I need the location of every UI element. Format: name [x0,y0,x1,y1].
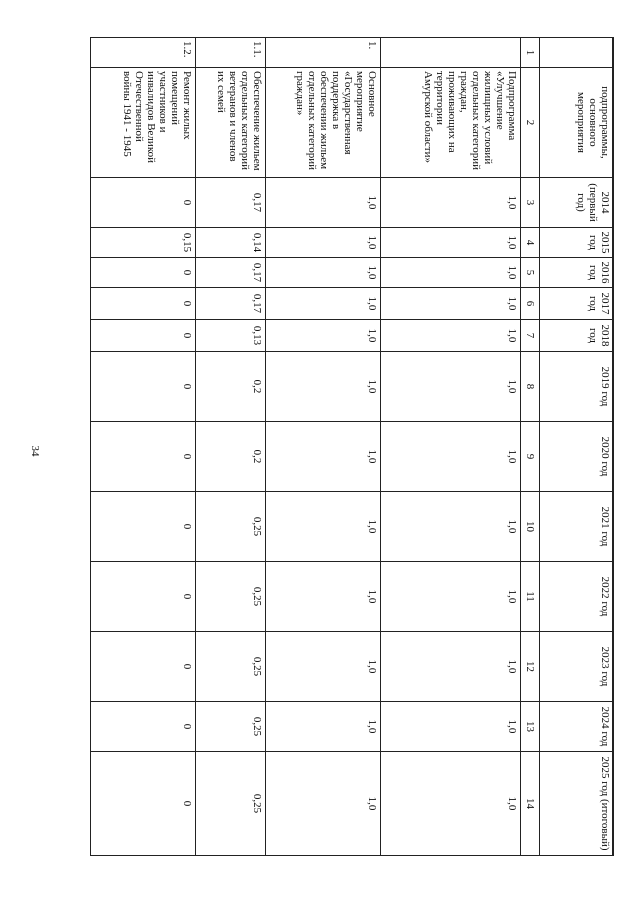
header-cell: 2015 год [540,228,614,258]
value-cell: 0 [91,492,196,562]
header-cell: 2019 год [540,352,614,422]
column-number: 6 [521,288,540,320]
header-cell: 2018 год [540,320,614,352]
header-cell: подпрограммы, основного мероприятия [540,68,614,178]
value-cell: 1,0 [266,752,381,856]
table-header-row [540,38,614,856]
table-row [266,38,381,856]
value-cell: 0,25 [196,562,266,632]
value-cell: 0 [91,352,196,422]
value-cell: 1,0 [381,178,521,228]
value-cell: 0,13 [196,320,266,352]
value-cell: 0 [91,178,196,228]
header-cell: 2017 год [540,288,614,320]
value-cell: 1,0 [381,258,521,288]
table-row [196,38,266,856]
column-number: 9 [521,422,540,492]
column-number: 3 [521,178,540,228]
value-cell: 0 [91,422,196,492]
value-cell: 1,0 [381,320,521,352]
header-cell: 2022 год [540,562,614,632]
header-cell: 2024 год [540,702,614,752]
column-number: 7 [521,320,540,352]
value-cell: 0,2 [196,352,266,422]
header-cell: 2014 (первый год) [540,178,614,228]
value-cell: 0,25 [196,492,266,562]
value-cell: 1,0 [381,228,521,258]
row-name: Основное мероприятие «Государственная поддержка в обеспечении жильем отдельных категорий граждан» [266,68,381,178]
header-cell: 2021 год [540,492,614,562]
row-number: 1.1. [196,38,266,68]
table-edge-line [612,37,614,855]
indicator-table [90,37,614,856]
column-number: 12 [521,632,540,702]
value-cell: 1,0 [266,178,381,228]
header-cell: 2020 год [540,422,614,492]
value-cell: 1,0 [266,228,381,258]
value-cell: 1,0 [381,288,521,320]
column-number: 1 [521,38,540,68]
column-number: 2 [521,68,540,178]
value-cell: 0,25 [196,752,266,856]
value-cell: 0 [91,288,196,320]
value-cell: 0 [91,752,196,856]
value-cell: 1,0 [381,352,521,422]
column-number: 11 [521,562,540,632]
value-cell: 1,0 [381,632,521,702]
value-cell: 0,17 [196,178,266,228]
indicator-table-container [90,37,614,855]
page-number: 34 [29,445,41,457]
value-cell: 1,0 [266,422,381,492]
value-cell: 0,17 [196,288,266,320]
value-cell: 0,25 [196,702,266,752]
value-cell: 1,0 [266,632,381,702]
header-cell: 2023 год [540,632,614,702]
value-cell: 1,0 [381,702,521,752]
value-cell: 0,2 [196,422,266,492]
row-number: 1.2. [91,38,196,68]
value-cell: 1,0 [266,562,381,632]
value-cell: 1,0 [381,562,521,632]
value-cell: 0 [91,632,196,702]
value-cell: 1,0 [266,258,381,288]
value-cell: 1,0 [266,492,381,562]
value-cell: 0,17 [196,258,266,288]
value-cell: 1,0 [266,288,381,320]
value-cell: 0 [91,258,196,288]
header-cell: 2025 год (итоговый) [540,752,614,856]
header-cell [540,38,614,68]
column-number: 13 [521,702,540,752]
column-number: 4 [521,228,540,258]
row-name: Обеспечение жильем отдельных категорий ветеранов и членов их семей [196,68,266,178]
value-cell: 0,25 [196,632,266,702]
value-cell: 1,0 [381,422,521,492]
column-number: 10 [521,492,540,562]
value-cell: 1,0 [266,702,381,752]
value-cell: 1,0 [266,352,381,422]
table-row [91,38,196,856]
value-cell: 0,15 [91,228,196,258]
value-cell: 0 [91,702,196,752]
row-name: Ремонт жилых помещений участников и инвалидов Великой Отечественной войны 1941 - 1945 [91,68,196,178]
value-cell: 0 [91,562,196,632]
row-number: 1. [266,38,381,68]
column-number: 5 [521,258,540,288]
value-cell: 0,14 [196,228,266,258]
header-cell: 2016 год [540,258,614,288]
value-cell: 1,0 [381,752,521,856]
column-number: 14 [521,752,540,856]
table-row [381,38,521,856]
value-cell: 1,0 [266,320,381,352]
column-number-row [521,38,540,856]
column-number: 8 [521,352,540,422]
row-number [381,38,521,68]
value-cell: 1,0 [381,492,521,562]
row-name: Подпрограмма «Улучшение жилищных условий отдельных категорий граждан, проживающих на территории Амурской области» [381,68,521,178]
value-cell: 0 [91,320,196,352]
